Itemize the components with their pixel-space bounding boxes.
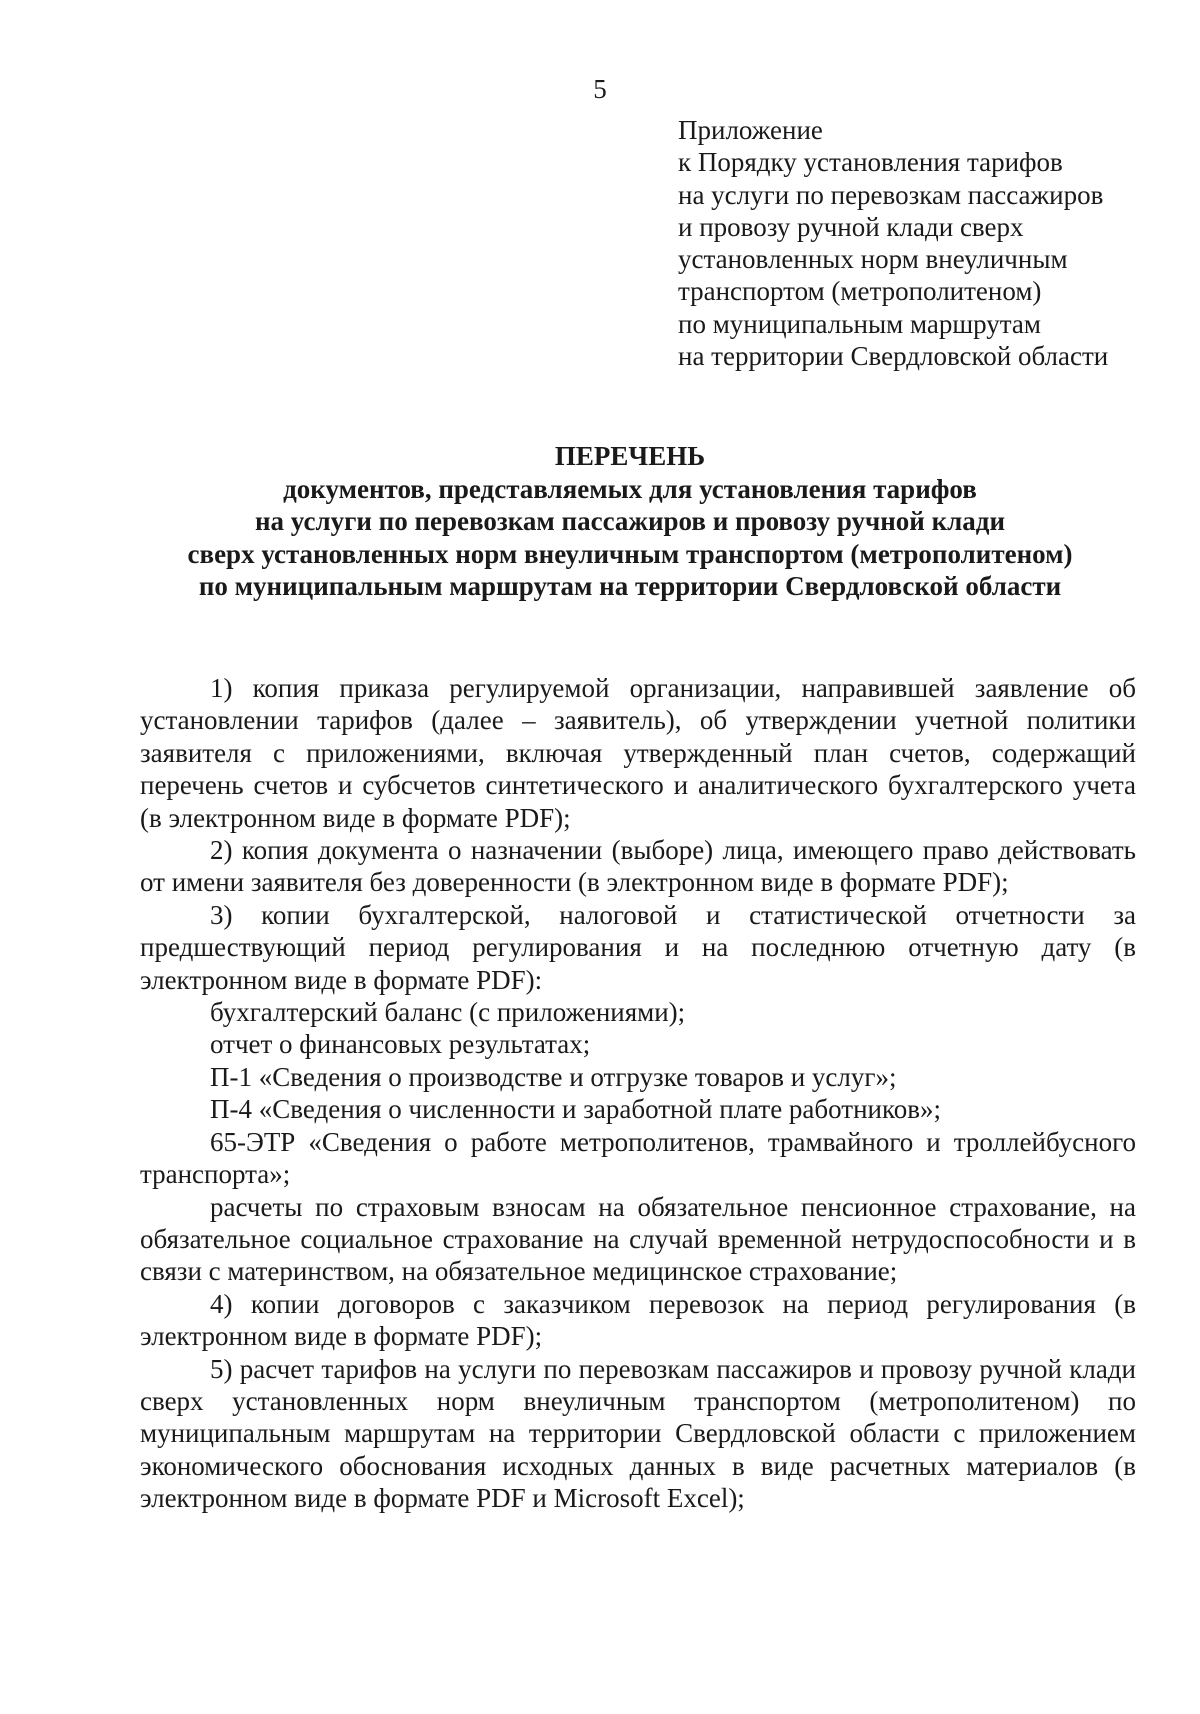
- appendix-line: по муниципальным маршрутам: [678, 308, 1041, 339]
- list-item-3: 3) копии бухгалтерской, налоговой и статистической отчетности за предшествующий период регулирования и на последнюю отчетную дату (в электронном виде в формате PDF):: [140, 899, 1136, 995]
- document-body: [140, 672, 1136, 1515]
- page-number: 5: [593, 74, 607, 104]
- title-line: на услуги по перевозкам пассажиров и провозу ручной клади: [254, 506, 1006, 536]
- list-item-5: 5) расчет тарифов на услуги по перевозкам пассажиров и провозу ручной клади сверх установленных норм внеуличным транспортом (метрополитеном) по муниципальным маршрутам на территории Свердловской области с приложением экономического обоснования исходных данных в виде расчетных материалов (в электронном виде в формате PDF и Microsoft Excel);: [140, 1353, 1136, 1514]
- title-line: документов, представляемых для установления тарифов: [283, 473, 977, 504]
- appendix-header: [678, 114, 1168, 372]
- title-line: по муниципальным маршрутам на территории Свердловской области: [198, 571, 1062, 601]
- sub-item-65etr: 65-ЭТР «Сведения о работе метрополитенов, трамвайного и троллейбусного транспорта»;: [140, 1126, 1136, 1190]
- title-heading: ПЕРЕЧЕНЬ: [554, 441, 706, 471]
- appendix-line: Приложение: [678, 115, 823, 145]
- sub-item-p1: П-1 «Сведения о производстве и отгрузке товаров и услуг»;: [210, 1061, 897, 1092]
- appendix-line: на услуги по перевозкам пассажиров: [678, 179, 1104, 210]
- document-title: [130, 440, 1130, 603]
- appendix-line: и провозу ручной клади сверх: [678, 211, 1024, 242]
- appendix-line: к Порядку установления тарифов: [678, 147, 1063, 178]
- list-item-2: 2) копия документа о назначении (выборе) лица, имеющего право действовать от имени заявителя без доверенности (в электронном виде в формате PDF);: [140, 835, 1136, 898]
- sub-item-p4: П-4 «Сведения о численности и заработной плате работников»;: [210, 1094, 941, 1125]
- appendix-line: на территории Свердловской области: [678, 341, 1109, 372]
- sub-item-balance: бухгалтерский баланс (с приложениями);: [210, 997, 686, 1028]
- sub-item-financial-results: отчет о финансовых результатах;: [210, 1029, 591, 1060]
- appendix-line: установленных норм внеуличным: [678, 244, 1068, 275]
- appendix-line: транспортом (метрополитеном): [678, 276, 1042, 307]
- title-line: сверх установленных норм внеуличным транспортом (метрополитеном): [187, 538, 1073, 569]
- list-item-1: 1) копия приказа регулируемой организации, направившей заявление об установлении тарифов (далее – заявитель), об утверждении учетной политики заявителя с приложениями, включая утвержденный план счетов, содержащий перечень счетов и субсчетов синтетического и аналитического бухгалтерского учета (в электронном виде в формате PDF);: [140, 673, 1136, 833]
- list-item-4: 4) копии договоров с заказчиком перевозок на период регулирования (в электронном виде в формате PDF);: [140, 1288, 1136, 1352]
- sub-item-insurance: расчеты по страховым взносам на обязательное пенсионное страхование, на обязательное социальное страхование на случай временной нетрудоспособности и в связи с материнством, на обязательное медицинское страхование;: [140, 1191, 1136, 1287]
